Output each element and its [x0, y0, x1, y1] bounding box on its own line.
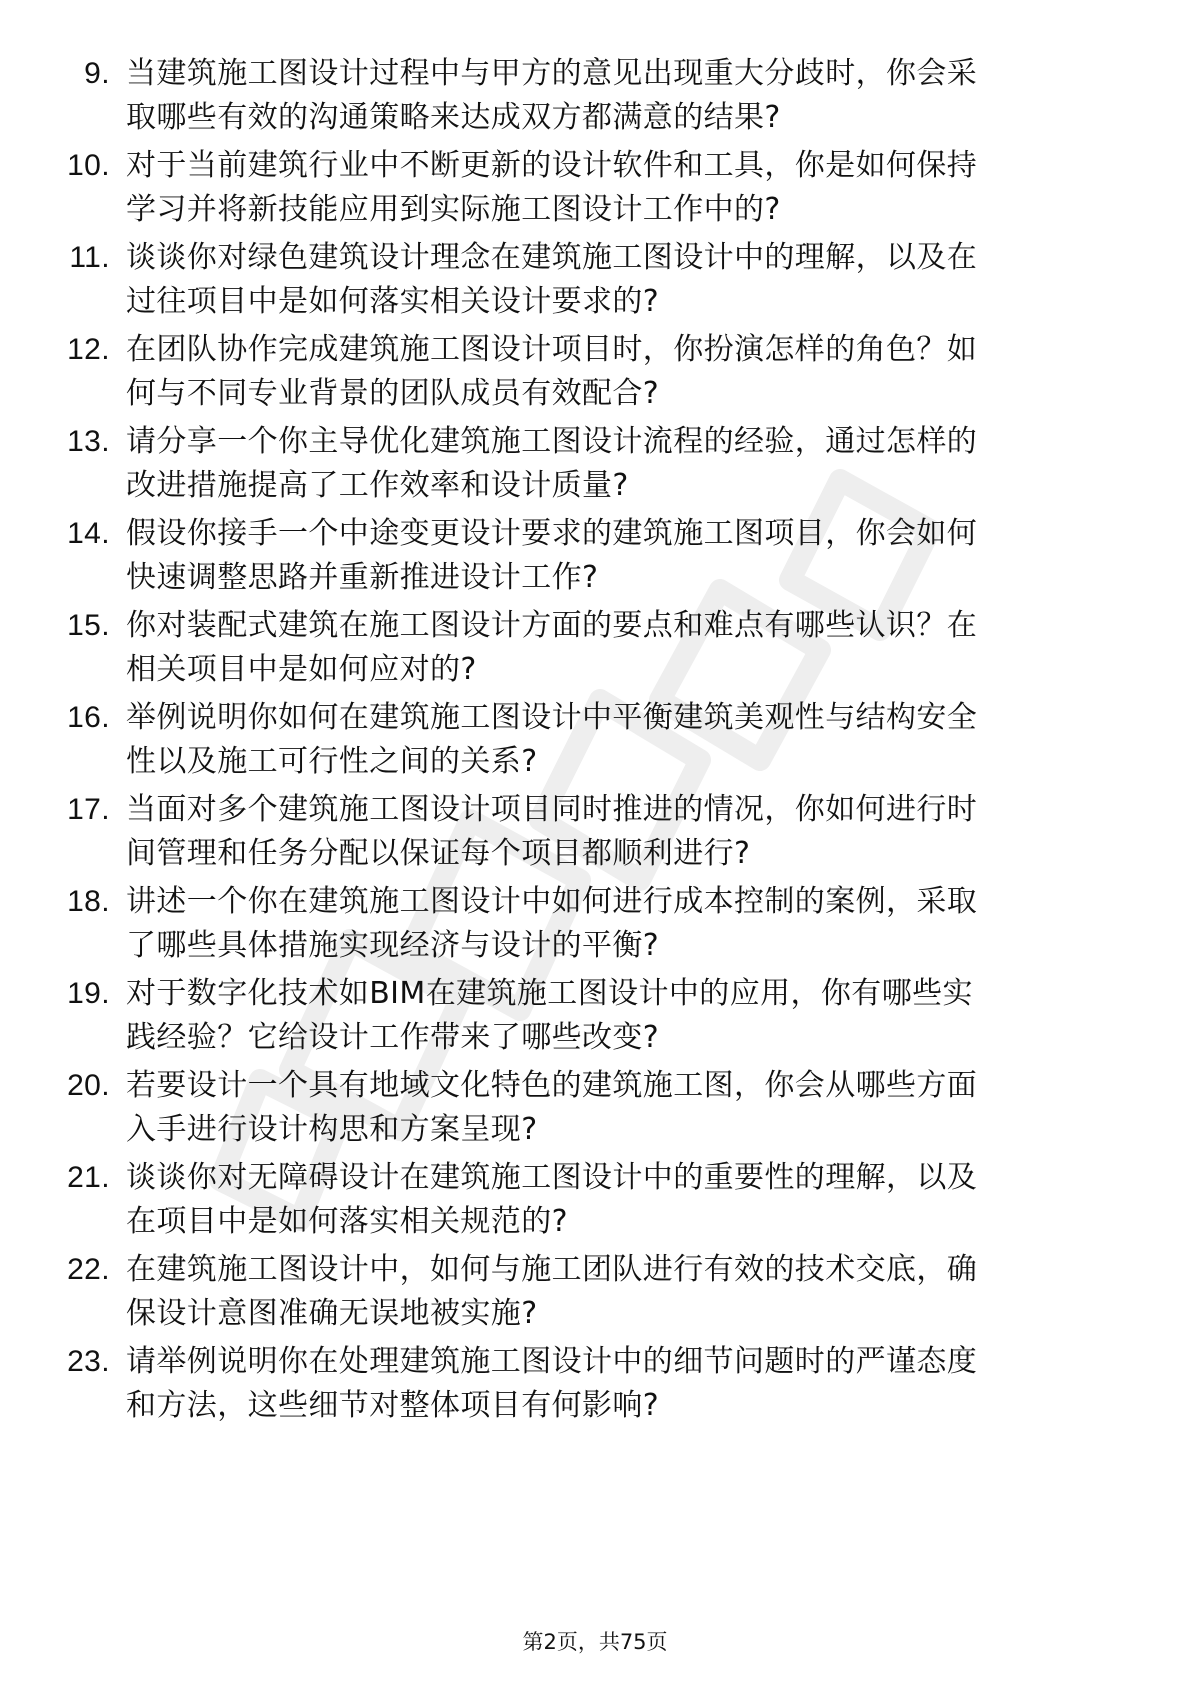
question-text-line: 践经验？它给设计工作带来了哪些改变? — [126, 1020, 660, 1055]
question-text-line: 取哪些有效的沟通策略来达成双方都满意的结果? — [126, 100, 781, 135]
question-text-line: 改进措施提高了工作效率和设计质量? — [126, 468, 629, 503]
list-item — [58, 512, 1108, 604]
question-list — [58, 52, 1108, 1432]
question-number: 22. — [67, 1253, 110, 1286]
list-item — [58, 1064, 1108, 1156]
question-text-line: 快速调整思路并重新推进设计工作? — [126, 560, 599, 595]
question-text-line: 讲述一个你在建筑施工图设计中如何进行成本控制的案例，采取 — [126, 884, 978, 919]
list-item — [58, 52, 1108, 144]
question-text-line: 入手进行设计构思和方案呈现? — [126, 1112, 538, 1147]
list-item — [58, 972, 1108, 1064]
question-text-line: 在团队协作完成建筑施工图设计项目时，你扮演怎样的角色？如 — [126, 332, 978, 367]
page-number-label: 第2页，共75页 — [522, 1630, 668, 1654]
question-number: 20. — [67, 1069, 110, 1102]
question-text-line: 在项目中是如何落实相关规范的? — [126, 1204, 568, 1239]
list-item — [58, 144, 1108, 236]
question-number: 9. — [84, 57, 110, 90]
question-text-line: 举例说明你如何在建筑施工图设计中平衡建筑美观性与结构安全 — [126, 700, 978, 735]
question-text-line: 保设计意图准确无误地被实施? — [126, 1296, 538, 1331]
list-item — [58, 1248, 1108, 1340]
list-item — [58, 604, 1108, 696]
list-item — [58, 236, 1108, 328]
list-item — [58, 1340, 1108, 1432]
question-number: 11. — [69, 241, 110, 274]
question-text-line: 请分享一个你主导优化建筑施工图设计流程的经验，通过怎样的 — [126, 424, 978, 459]
question-text-line: 请举例说明你在处理建筑施工图设计中的细节问题时的严谨态度 — [126, 1344, 978, 1379]
question-text-line: 间管理和任务分配以保证每个项目都顺利进行? — [126, 836, 751, 871]
question-text-line: 当面对多个建筑施工图设计项目同时推进的情况，你如何进行时 — [126, 792, 978, 827]
question-number: 14. — [67, 517, 110, 550]
list-item — [58, 328, 1108, 420]
page-footer — [0, 1626, 1190, 1656]
question-text-line: 若要设计一个具有地域文化特色的建筑施工图，你会从哪些方面 — [126, 1068, 978, 1103]
question-text-line: 和方法，这些细节对整体项目有何影响? — [126, 1388, 660, 1423]
question-text-line: 你对装配式建筑在施工图设计方面的要点和难点有哪些认识？在 — [126, 608, 978, 643]
question-number: 18. — [67, 885, 110, 918]
list-item — [58, 880, 1108, 972]
question-number: 17. — [67, 793, 110, 826]
question-text-line: 对于数字化技术如BIM在建筑施工图设计中的应用，你有哪些实 — [126, 976, 973, 1011]
question-text-line: 相关项目中是如何应对的? — [126, 652, 477, 687]
list-item — [58, 1156, 1108, 1248]
question-text-line: 了哪些具体措施实现经济与设计的平衡? — [126, 928, 660, 963]
question-number: 19. — [67, 977, 110, 1010]
list-item — [58, 788, 1108, 880]
question-text-line: 谈谈你对绿色建筑设计理念在建筑施工图设计中的理解，以及在 — [126, 240, 978, 275]
question-number: 12. — [67, 333, 110, 366]
question-text-line: 何与不同专业背景的团队成员有效配合? — [126, 376, 660, 411]
question-text-line: 当建筑施工图设计过程中与甲方的意见出现重大分歧时，你会采 — [126, 56, 978, 91]
question-text-line: 在建筑施工图设计中，如何与施工团队进行有效的技术交底，确 — [126, 1252, 978, 1287]
question-number: 16. — [67, 701, 110, 734]
question-number: 13. — [67, 425, 110, 458]
question-text-line: 假设你接手一个中途变更设计要求的建筑施工图项目，你会如何 — [126, 516, 978, 551]
question-text-line: 对于当前建筑行业中不断更新的设计软件和工具，你是如何保持 — [126, 148, 978, 183]
question-number: 23. — [67, 1345, 110, 1378]
list-item — [58, 420, 1108, 512]
question-number: 21. — [67, 1161, 110, 1194]
list-item — [58, 696, 1108, 788]
question-text-line: 过往项目中是如何落实相关设计要求的? — [126, 284, 660, 319]
question-number: 10. — [67, 149, 110, 182]
question-text-line: 性以及施工可行性之间的关系? — [126, 744, 538, 779]
question-text-line: 谈谈你对无障碍设计在建筑施工图设计中的重要性的理解，以及 — [126, 1160, 978, 1195]
question-number: 15. — [67, 609, 110, 642]
question-text-line: 学习并将新技能应用到实际施工图设计工作中的? — [126, 192, 781, 227]
